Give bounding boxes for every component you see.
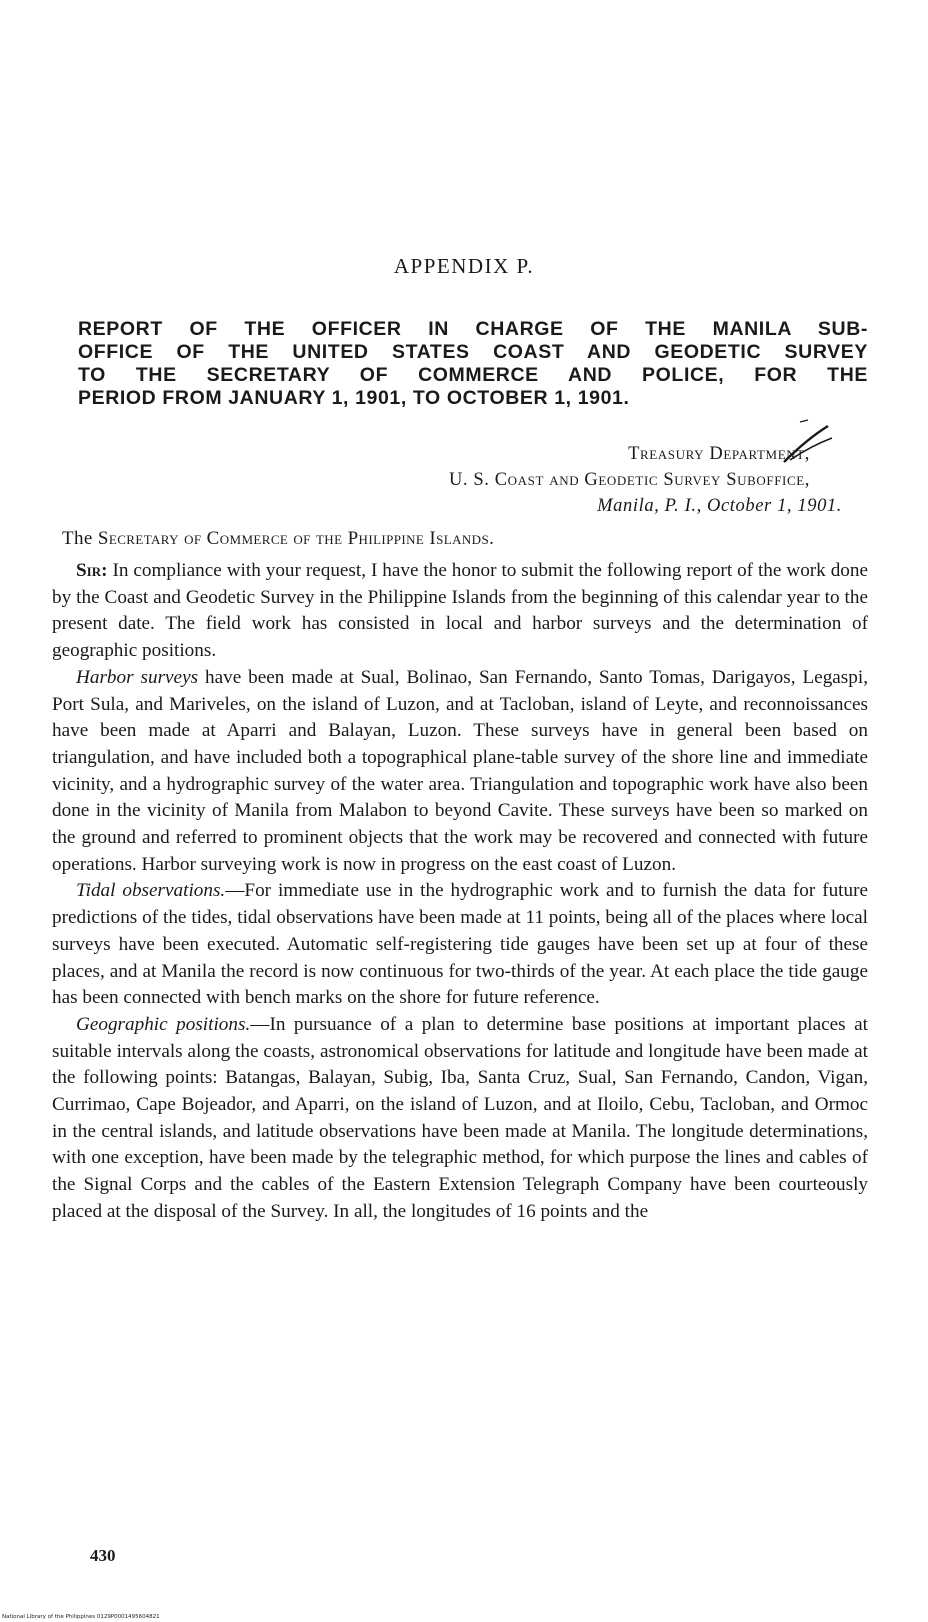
library-footer: National Library of the Philippines 0129P0001495604821 xyxy=(2,1614,160,1620)
letterhead-office: U. S. Coast and Geodetic Survey Suboffice, xyxy=(448,470,810,490)
salutation-article: The xyxy=(62,528,93,549)
report-title-line: REPORT OF THE OFFICER IN CHARGE OF THE MANILA SUB- xyxy=(78,318,868,340)
paragraph-text: In compliance with your request, I have the honor to submit the following report of the work done by the Coast and Geodetic Survey in the Philippine Islands from the beginning of this calendar year to the present date. The field work has consisted in local and harbor surveys and the determination of geographic positions. xyxy=(52,560,868,662)
page-number: 430 xyxy=(90,1546,116,1565)
paragraph-tidal-observations xyxy=(52,878,868,1012)
appendix-heading: APPENDIX P. xyxy=(393,254,535,278)
salutation-sir: Sir: xyxy=(76,560,108,581)
letterhead-department: Treasury Department, xyxy=(628,444,810,464)
paragraph-introduction xyxy=(52,558,868,665)
section-lead: Tidal observations. xyxy=(76,880,226,902)
letterhead-place-date: Manila, P. I., October 1, 1901. xyxy=(597,496,842,516)
section-lead: Harbor surveys xyxy=(76,666,199,688)
paragraph-text: —In pursuance of a plan to determine base positions at important places at suitable intervals along the coasts, astronomical observations for latitude and longitude have been made at the following points: Batangas, Balayan, Subig, Iba, Santa Cruz, Sual, San Fernando, Candon, Vigan, Currimao, Cape Bojeador, and Aparri, on the island of Luzon, and at Iloilo, Cebu, Tacloban, and Ormoc in the central islands, and latitude observations have been made at Manila. The longitude determinations, with one exception, have been made by the telegraphic method, for which purpose the lines and cables of the Signal Corps and the cables of the Eastern Extension Telegraph Company have been courteously placed at the disposal of the Survey. In all, the longitudes of 16 points and the xyxy=(52,1013,868,1222)
report-title xyxy=(78,318,868,410)
salutation-addressee: Secretary of Commerce of the Philippine Islands. xyxy=(97,528,495,549)
report-title-line: OFFICE OF THE UNITED STATES COAST AND GEODETIC SURVEY xyxy=(78,341,868,363)
report-title-line: PERIOD FROM JANUARY 1, 1901, TO OCTOBER 1, 1901. xyxy=(78,387,630,409)
paragraph-harbor-surveys xyxy=(52,665,868,879)
paragraph-text: have been made at Sual, Bolinao, San Fernando, Santo Tomas, Darigayos, Legaspi, Port Sula, and Mariveles, on the island of Luzon, and at Tacloban, island of Leyte, and reconnoissances have been made at Aparri and Balayan, Luzon. These surveys have in general been based on triangulation, and have included both a topographical plane-table survey of the shore line and immediate vicinity, and a hydrographic survey of the water area. Triangulation and topographic work have also been done in the vicinity of Manila from Malabon to beyond Cavite. These surveys have been so marked on the ground and referred to prominent objects that the work may be recovered and connected with future operations. Harbor surveying work is now in progress on the east coast of Luzon. xyxy=(52,666,868,875)
paragraph-text: —For immediate use in the hydrographic work and to furnish the data for future predictions of the tides, tidal observations have been made at 11 points, being all of the places where local surveys have been executed. Automatic self-registering tide gauges have been set up at four of these places, and at Manila the record is now continuous for two-thirds of the year. At each place the tide gauge has been connected with bench marks on the shore for future reference. xyxy=(52,880,869,1009)
section-lead: Geographic positions. xyxy=(76,1013,251,1035)
report-title-line: TO THE SECRETARY OF COMMERCE AND POLICE, FOR THE xyxy=(78,364,868,386)
report-body xyxy=(52,558,868,1226)
paragraph-geographic-positions xyxy=(52,1012,868,1226)
salutation xyxy=(62,528,868,550)
